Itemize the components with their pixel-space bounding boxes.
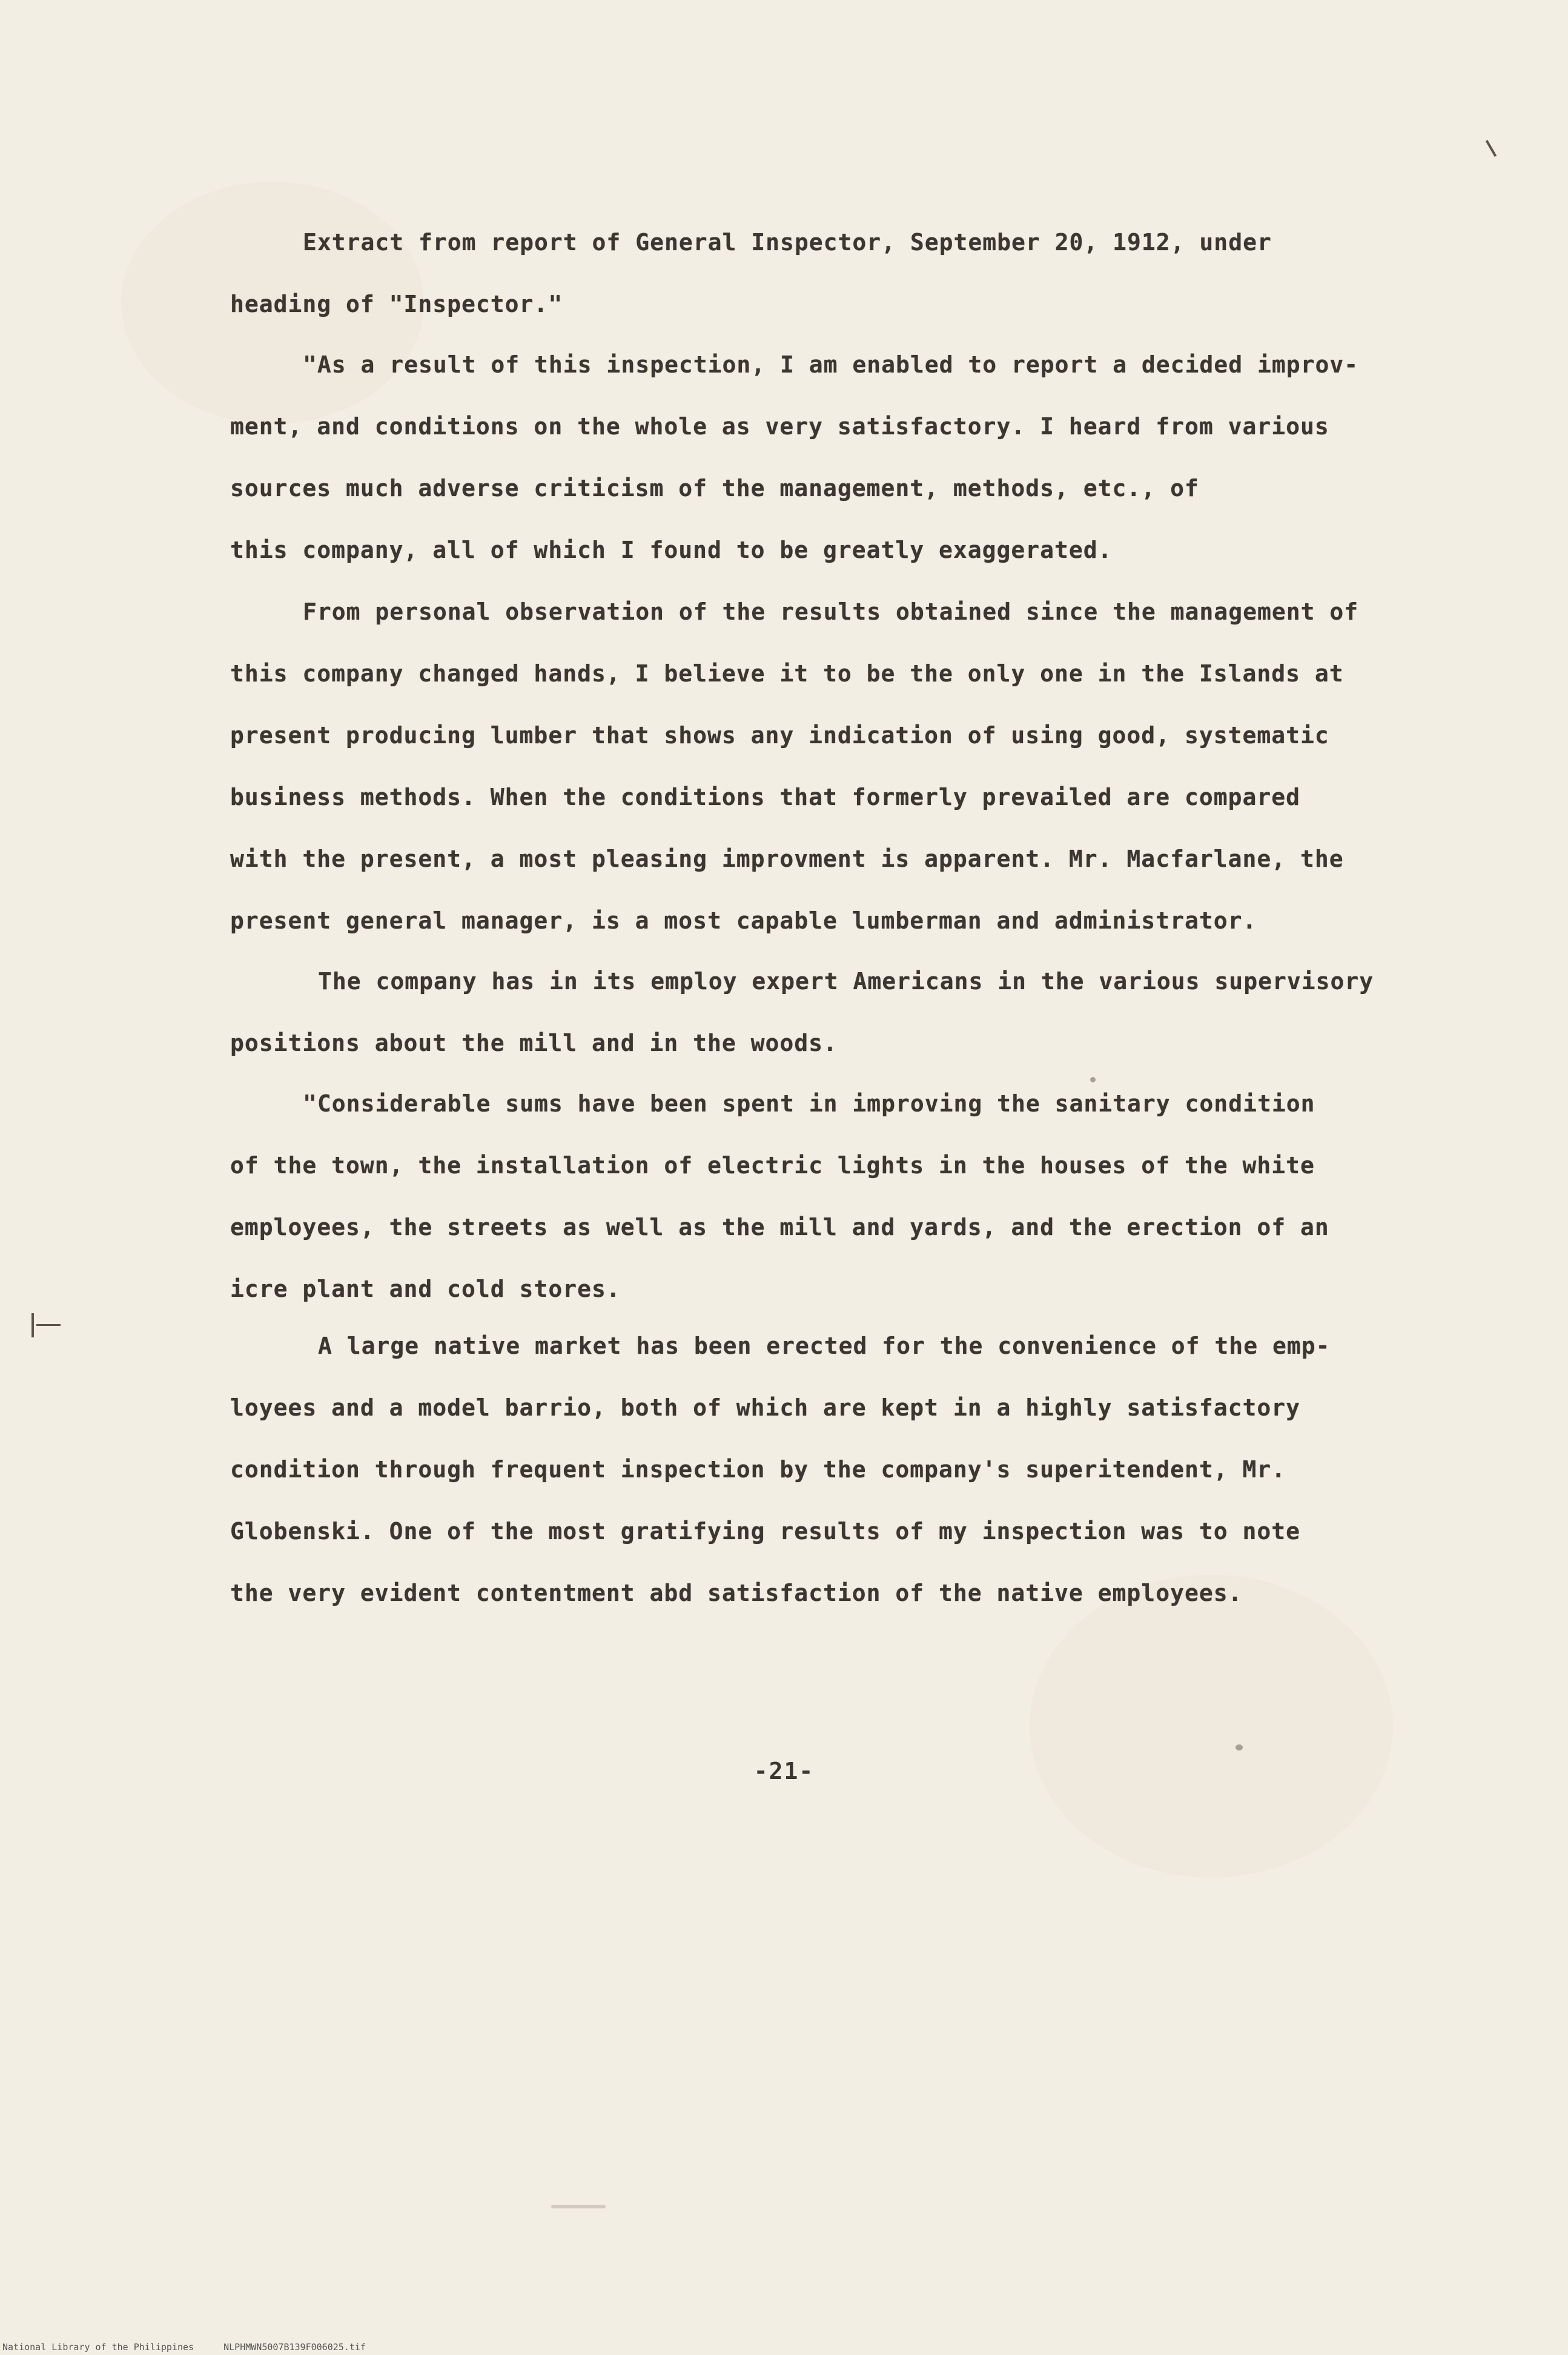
- text-line: From personal observation of the results obtained since the management of: [303, 598, 1359, 625]
- text-line: positions about the mill and in the woods.: [230, 1030, 838, 1056]
- text-line: with the present, a most pleasing improvment is apparent. Mr. Macfarlane, the: [230, 846, 1344, 872]
- text-line: this company, all of which I found to be greatly exaggerated.: [230, 537, 1113, 563]
- text-line: ment, and conditions on the whole as very satisfactory. I heard from various: [230, 413, 1329, 440]
- text-line: this company changed hands, I believe it to be the only one in the Islands at: [230, 660, 1344, 687]
- text-line: icre plant and cold stores.: [230, 1276, 621, 1302]
- text-line: Extract from report of General Inspector, September 20, 1912, under: [303, 229, 1272, 256]
- text-line: the very evident contentment abd satisfaction of the native employees.: [230, 1580, 1243, 1606]
- text-line: employees, the streets as well as the mill and yards, and the erection of an: [230, 1214, 1329, 1240]
- text-line: A large native market has been erected for the convenience of the emp-: [318, 1333, 1331, 1359]
- ink-speck: [1090, 1077, 1096, 1082]
- footer-source: National Library of the Philippines: [2, 2342, 194, 2353]
- text-line: condition through frequent inspection by the company's superitendent, Mr.: [230, 1456, 1286, 1483]
- text-line: sources much adverse criticism of the management, methods, etc., of: [230, 475, 1199, 502]
- footer-file: NLPHMWN5007B139F006025.tif: [223, 2342, 366, 2353]
- text-line: present general manager, is a most capable lumberman and administrator.: [230, 907, 1257, 934]
- text-line: "As a result of this inspection, I am enabled to report a decided improv-: [303, 351, 1359, 378]
- text-line: present producing lumber that shows any indication of using good, systematic: [230, 722, 1329, 749]
- text-line: of the town, the installation of electric lights in the houses of the white: [230, 1152, 1315, 1179]
- margin-mark: [31, 1313, 34, 1337]
- text-line: The company has in its employ expert Americans in the various supervisory: [318, 968, 1374, 995]
- paper-stain: [1030, 1575, 1393, 1878]
- margin-mark: [1486, 140, 1497, 157]
- text-line: loyees and a model barrio, both of which are kept in a highly satisfactory: [230, 1394, 1300, 1421]
- ink-speck: [1236, 1744, 1243, 1751]
- margin-mark: [36, 1324, 61, 1326]
- text-line: business methods. When the conditions that formerly prevailed are compared: [230, 784, 1300, 810]
- text-line: Globenski. One of the most gratifying results of my inspection was to note: [230, 1518, 1300, 1545]
- page-number: -21-: [753, 1758, 815, 1784]
- text-line: "Considerable sums have been spent in improving the sanitary condition: [303, 1090, 1315, 1117]
- text-line: heading of "Inspector.": [230, 291, 563, 317]
- ink-smudge: [551, 2205, 606, 2208]
- scan-footer: [2, 2342, 390, 2353]
